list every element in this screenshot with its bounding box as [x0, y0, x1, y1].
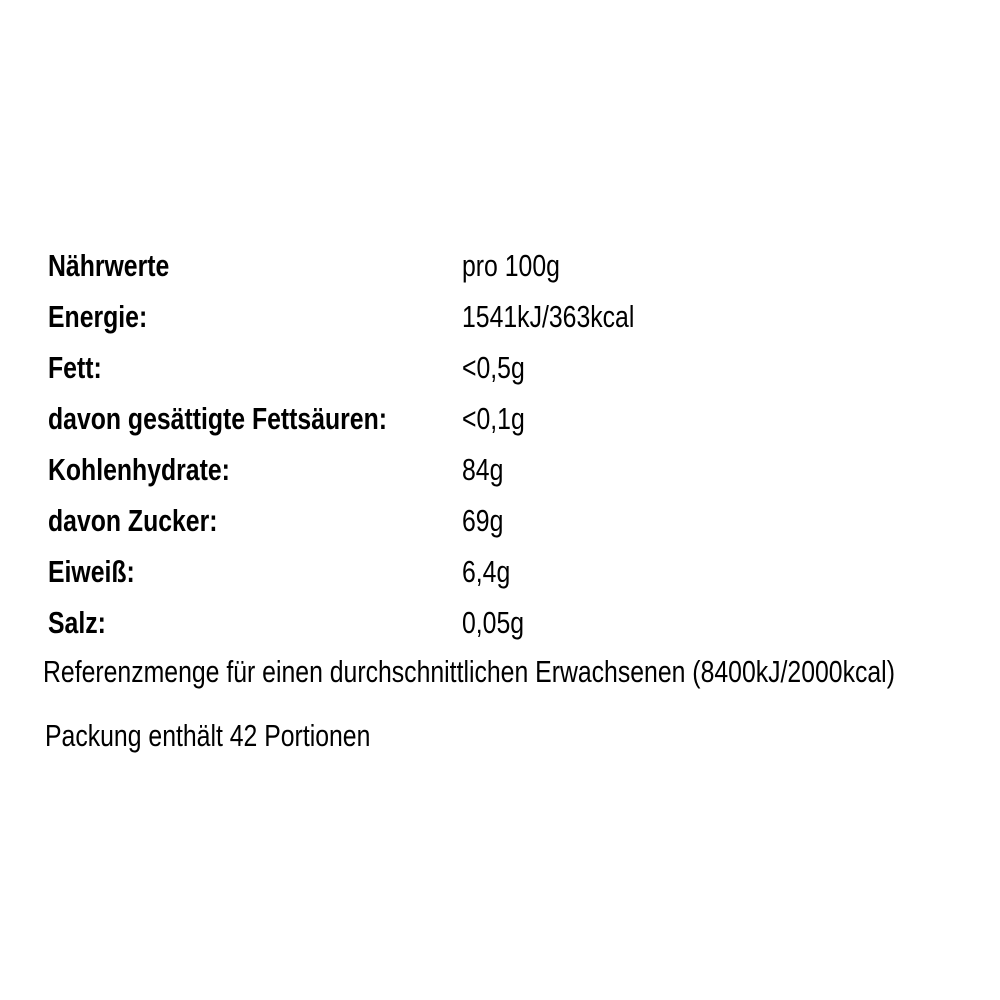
header-value-cell: [462, 250, 584, 281]
row-value: 1541kJ/363kcal: [462, 299, 635, 334]
table-row-saturated-fat: [48, 393, 958, 444]
row-label: Salz:: [48, 605, 106, 640]
row-value-cell: [462, 556, 522, 587]
per-100g-heading: pro 100g: [462, 248, 560, 283]
row-label: Kohlenhydrate:: [48, 452, 230, 487]
table-row-energy: [48, 291, 958, 342]
row-value: 0,05g: [462, 605, 525, 640]
table-row-salt: [48, 597, 958, 648]
reference-intake-footnote: [43, 651, 1000, 691]
row-value-cell: [462, 403, 540, 434]
servings-footnote: [45, 715, 452, 755]
row-value-cell: [462, 607, 540, 638]
row-label: Energie:: [48, 299, 148, 334]
row-label: Fett:: [48, 350, 102, 385]
row-value: 69g: [462, 503, 504, 538]
row-label-cell: [48, 454, 462, 485]
row-value-cell: [462, 352, 540, 383]
row-label: davon gesättigte Fettsäuren:: [48, 401, 387, 436]
table-row-sugar: [48, 495, 958, 546]
row-label-cell: [48, 505, 462, 536]
row-label: davon Zucker:: [48, 503, 218, 538]
table-row-protein: [48, 546, 958, 597]
table-row-carbohydrates: [48, 444, 958, 495]
row-label-cell: [48, 607, 462, 638]
servings-text: Packung enthält 42 Portionen: [45, 717, 371, 753]
row-value: 84g: [462, 452, 504, 487]
row-label-cell: [48, 301, 462, 332]
row-label: Eiweiß:: [48, 554, 135, 589]
reference-intake-text: Referenzmenge für einen durchschnittlichen Erwachsenen (8400kJ/2000kcal): [43, 653, 895, 689]
table-title: Nährwerte: [48, 248, 170, 283]
row-label-cell: [48, 352, 462, 383]
row-label-cell: [48, 556, 462, 587]
row-value: <0,1g: [462, 401, 525, 436]
row-label-cell: [48, 403, 462, 434]
table-header-row: [48, 240, 958, 291]
table-row-fat: [48, 342, 958, 393]
row-value-cell: [462, 301, 677, 332]
row-value-cell: [462, 505, 514, 536]
row-value-cell: [462, 454, 514, 485]
row-value: <0,5g: [462, 350, 525, 385]
row-value: 6,4g: [462, 554, 511, 589]
header-label-cell: [48, 250, 462, 281]
nutrition-table: [48, 240, 958, 648]
